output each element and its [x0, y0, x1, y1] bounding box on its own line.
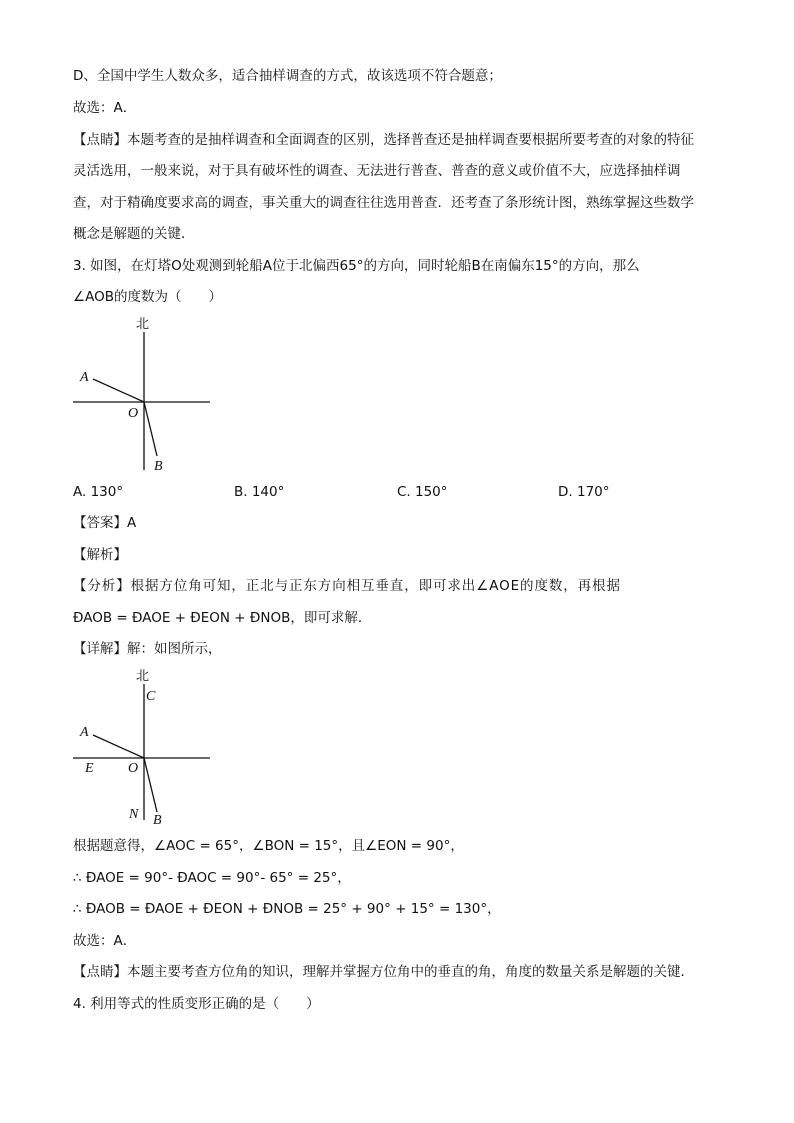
- option-b: B. 140°: [234, 484, 285, 500]
- choose-answer-1: 故选：A．: [73, 100, 137, 116]
- option-d: D. 170°: [558, 484, 610, 500]
- point-o-label: O: [128, 406, 139, 421]
- direction-figure-2: [60, 664, 230, 834]
- ray-oa: [93, 379, 144, 402]
- option-a: A. 130°: [73, 484, 124, 500]
- comment-1-line-4: 概念是解题的关键．: [73, 226, 195, 242]
- point-a-label: A: [80, 370, 89, 385]
- calculation-2: ∴ ÐAOB = ÐAOE + ÐEON + ÐNOB = 25° + 90° + 15° = 130°，: [73, 901, 501, 917]
- answer-heading: 【答案】A: [73, 515, 137, 531]
- analysis-heading: 【解析】: [73, 547, 127, 563]
- north-label: 北: [136, 669, 150, 684]
- direction-figure-1: [60, 310, 230, 480]
- question-3-line-2: ∠AOB的度数为（ ）: [73, 289, 222, 305]
- detail-heading: 【详解】解：如图所示，: [73, 641, 222, 657]
- point-a-label: A: [80, 725, 89, 740]
- point-n-label: N: [129, 807, 139, 822]
- ray-ob: [144, 402, 157, 456]
- choose-answer-2: 故选：A．: [73, 933, 137, 949]
- given-conditions: 根据题意得，∠AOC = 65°，∠BON = 15°，且∠EON = 90°，: [73, 838, 464, 854]
- comment-1-line-3: 查，对于精确度要求高的调查，事关重大的调查往往选用普查．还考查了条形统计图，熟练掌握这些数学: [73, 195, 694, 211]
- north-label: 北: [136, 317, 150, 332]
- point-b-label: B: [154, 459, 163, 474]
- question-3-line-1: 3. 如图，在灯塔O处观测到轮船A位于北偏西65°的方向，同时轮船B在南偏东15°的方向，那么: [73, 258, 640, 274]
- point-c-label: C: [146, 689, 156, 704]
- point-b-label: B: [153, 813, 162, 828]
- option-c: C. 150°: [397, 484, 448, 500]
- question-4: 4. 利用等式的性质变形正确的是（ ）: [73, 996, 320, 1012]
- point-e-label: E: [85, 761, 94, 776]
- option-d-explanation: D、全国中学生人数众多，适合抽样调查的方式，故该选项不符合题意；: [73, 68, 502, 84]
- analysis-formula: ÐAOB = ÐAOE + ÐEON + ÐNOB，即可求解．: [73, 610, 372, 626]
- ray-ob: [144, 758, 157, 812]
- comment-2: 【点睛】本题主要考查方位角的知识，理解并掌握方位角中的垂直的角，角度的数量关系是解题的关键．: [73, 964, 694, 980]
- calculation-1: ∴ ÐAOE = 90°- ÐAOC = 90°- 65° = 25°，: [73, 870, 351, 886]
- comment-1-line-2: 灵活选用，一般来说，对于具有破坏性的调查、无法进行普查、普查的意义或价值不大，应选择抽样调: [73, 163, 681, 179]
- comment-1-line-1: 【点睛】本题考查的是抽样调查和全面调查的区别，选择普查还是抽样调查要根据所要考查的对象的特征: [73, 132, 694, 148]
- analysis-text: 【分析】根据方位角可知，正北与正东方向相互垂直，即可求出∠AOE的度数，再根据: [73, 578, 621, 594]
- ray-oa: [93, 735, 144, 758]
- point-o-label: O: [128, 761, 139, 776]
